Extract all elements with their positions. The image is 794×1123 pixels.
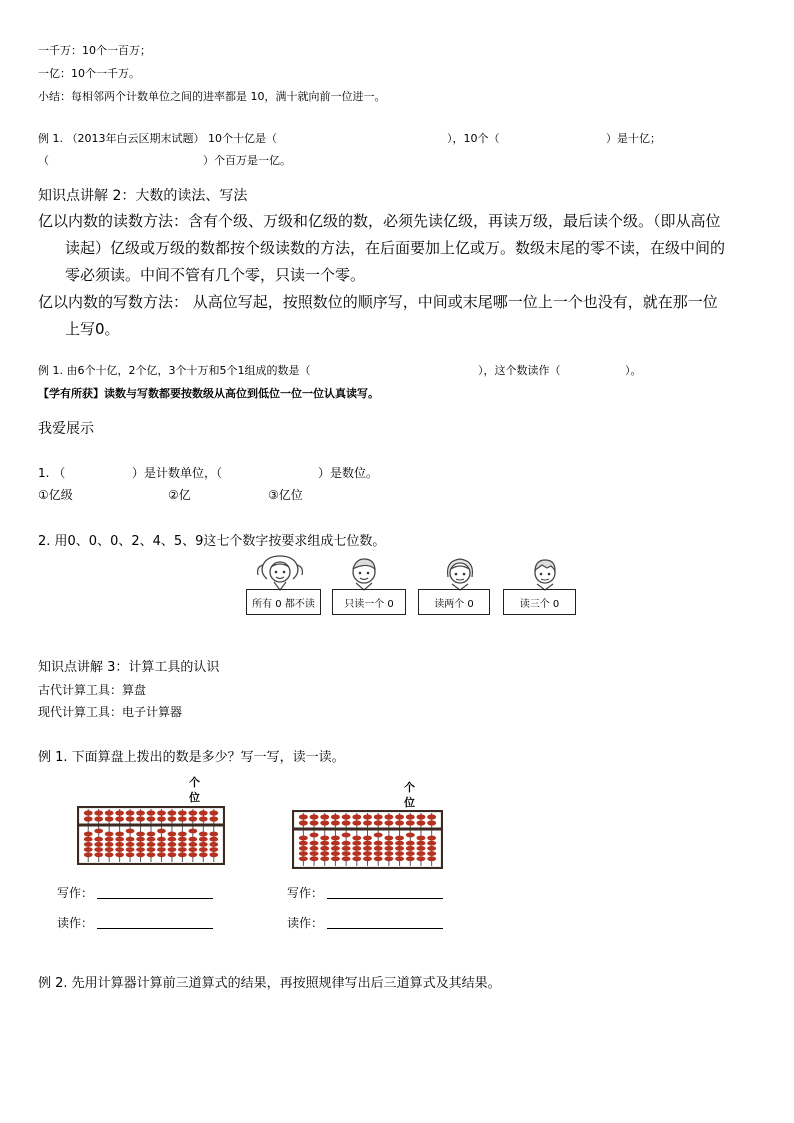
abacus-bead: [157, 847, 166, 852]
example-1-part-c: ）是十亿；: [606, 132, 661, 145]
abacus-bead: [136, 816, 145, 821]
example-2-part-c: ）。: [625, 364, 642, 377]
abacus-bead: [147, 810, 156, 815]
abacus-bead: [320, 820, 329, 825]
abacus-bead: [105, 847, 114, 852]
abacus-bead: [320, 851, 329, 856]
abacus-bead: [299, 856, 308, 861]
abacus-bead: [147, 847, 156, 852]
boy-face-2-icon: [525, 555, 565, 591]
abacus-bead: [299, 814, 308, 819]
abacus-bead: [310, 820, 319, 825]
abacus-1-read-label: 读作：: [57, 916, 94, 930]
abacus-bead: [168, 816, 177, 821]
abacus-bead: [395, 820, 404, 825]
abacus-bead: [384, 814, 393, 819]
abacus-bead: [395, 851, 404, 856]
abacus-bead: [427, 856, 436, 861]
abacus-bead: [427, 841, 436, 846]
abacus-bead: [126, 816, 135, 821]
example-1-part-b: ），10个（: [447, 132, 500, 145]
abacus-bead: [299, 846, 308, 851]
abacus-bead: [147, 832, 156, 837]
abacus-bead: [157, 852, 166, 857]
abacus-bead: [310, 851, 319, 856]
abacus-bead: [384, 836, 393, 841]
abacus-bead: [147, 852, 156, 857]
abacus-bead: [406, 820, 415, 825]
abacus-bead: [395, 836, 404, 841]
abacus-2-read-label: 读作：: [287, 916, 324, 930]
abacus-bead: [126, 810, 135, 815]
abacus-bead: [352, 856, 361, 861]
abacus-bead: [178, 837, 187, 842]
abacus-bead: [416, 856, 425, 861]
abacus-bead: [157, 810, 166, 815]
abacus-bead: [352, 851, 361, 856]
example-1-part-a: 例 1. （2013年白云区期末试题） 10个十亿是（: [38, 132, 277, 145]
abacus-bead: [147, 837, 156, 842]
abacus-1: [77, 806, 225, 865]
abacus-bead: [416, 846, 425, 851]
answer-card-none[interactable]: 所有 0 都不读: [246, 589, 321, 615]
abacus-bead: [320, 856, 329, 861]
option-3: ③亿位: [268, 488, 303, 502]
abacus-bead: [115, 816, 124, 821]
abacus-2-write-label: 写作：: [287, 886, 324, 900]
girl-short-hair-icon: [440, 555, 480, 591]
abacus-bead: [374, 851, 383, 856]
abacus-bead: [84, 837, 93, 842]
option-1: ①亿级: [38, 488, 73, 502]
abacus-bead: [352, 846, 361, 851]
abacus-bead: [384, 846, 393, 851]
abacus-bead: [320, 836, 329, 841]
boy-face-icon: [344, 555, 384, 591]
abacus-bead: [136, 852, 145, 857]
abacus-bead: [94, 816, 103, 821]
abacus-bead: [157, 837, 166, 842]
abacus-1-place-label: 位: [189, 791, 200, 804]
abacus-bead: [363, 856, 372, 861]
abacus-bead: [320, 846, 329, 851]
intro-line-1: 一千万：10个一百万；: [38, 44, 151, 57]
abacus-bead: [395, 814, 404, 819]
abacus-bead: [363, 846, 372, 851]
abacus-bead: [299, 836, 308, 841]
abacus-bead: [105, 816, 114, 821]
abacus-bead: [136, 837, 145, 842]
abacus-bead: [331, 841, 340, 846]
abacus-bead: [384, 820, 393, 825]
abacus-bead: [299, 820, 308, 825]
abacus-bead: [331, 836, 340, 841]
abacus-bead: [374, 833, 383, 838]
abacus-bead: [374, 841, 383, 846]
abacus-bead: [188, 810, 197, 815]
abacus-bead: [157, 842, 166, 847]
show-title: 我爱展示: [38, 421, 94, 437]
kp2-read-rule-3: 零必须读。中间不管有几个零，只读一个零。: [65, 266, 366, 284]
kp2-write-rule-1: 亿以内数的写数方法： 从高位写起，按照数位的顺序写，中间或末尾哪一位上一个也没有，就在那一位: [38, 293, 718, 311]
abacus-bead: [188, 837, 197, 842]
abacus-2: [292, 810, 443, 869]
abacus-1-write-label: 写作：: [57, 886, 94, 900]
abacus-bead: [168, 832, 177, 837]
abacus-bead: [168, 837, 177, 842]
ancient-tool: 古代计算工具：算盘: [38, 683, 147, 697]
abacus-bead: [94, 847, 103, 852]
abacus-bead: [352, 814, 361, 819]
abacus-bead: [178, 810, 187, 815]
abacus-bead: [105, 837, 114, 842]
abacus-2-place-label: 位: [404, 796, 415, 809]
abacus-bead: [209, 852, 218, 857]
abacus-bead: [136, 832, 145, 837]
abacus-bead: [427, 846, 436, 851]
abacus-bead: [199, 847, 208, 852]
abacus-bead: [105, 832, 114, 837]
abacus-bead: [374, 820, 383, 825]
abacus-bead: [136, 810, 145, 815]
abacus-bead: [178, 832, 187, 837]
abacus-bead: [94, 829, 103, 834]
abacus-bead: [199, 842, 208, 847]
abacus-bead: [342, 833, 351, 838]
kp3-title: 知识点讲解 3：计算工具的认识: [38, 660, 220, 675]
abacus-bead: [84, 810, 93, 815]
abacus-bead: [199, 852, 208, 857]
abacus-bead: [209, 810, 218, 815]
abacus-bead: [84, 852, 93, 857]
abacus-bead: [178, 852, 187, 857]
answer-card-one[interactable]: 只读一个 0: [332, 589, 406, 615]
abacus-bead: [331, 814, 340, 819]
question-1-part-a: 1. （: [38, 466, 66, 480]
abacus-bead: [363, 851, 372, 856]
abacus-bead: [115, 832, 124, 837]
learning-tip: 【学有所获】读数与写数都要按数级从高位到低位一位一位认真读写。: [38, 387, 379, 400]
abacus-bead: [352, 841, 361, 846]
summary-line: 小结：每相邻两个计数单位之间的进率都是 10，满十就向前一位进一。: [38, 90, 386, 103]
abacus-bead: [199, 832, 208, 837]
abacus-bead: [209, 832, 218, 837]
abacus-bead: [126, 852, 135, 857]
abacus-bead: [84, 816, 93, 821]
question-2: 2. 用0、0、0、2、4、5、9这七个数字按要求组成七位数。: [38, 534, 386, 549]
abacus-bead: [406, 833, 415, 838]
abacus-bead: [310, 833, 319, 838]
abacus-bead: [84, 832, 93, 837]
abacus-bead: [331, 856, 340, 861]
abacus-bead: [94, 852, 103, 857]
abacus-bead: [209, 847, 218, 852]
abacus-bead: [115, 842, 124, 847]
abacus-bead: [209, 842, 218, 847]
abacus-bead: [342, 846, 351, 851]
abacus-bead: [199, 810, 208, 815]
abacus-bead: [374, 846, 383, 851]
abacus-bead: [427, 851, 436, 856]
kp2-read-rule-1: 亿以内数的读数方法：含有个级、万级和亿级的数，必须先读亿级，再读万级，最后读个级。（即从高位: [38, 212, 721, 230]
abacus-1-read-blank[interactable]: [97, 928, 213, 929]
abacus-bead: [199, 837, 208, 842]
abacus-bead: [310, 856, 319, 861]
abacus-bead: [352, 836, 361, 841]
abacus-bead: [406, 846, 415, 851]
abacus-bead: [209, 837, 218, 842]
abacus-bead: [115, 810, 124, 815]
abacus-bead: [178, 816, 187, 821]
abacus-bead: [406, 814, 415, 819]
abacus-bead: [147, 842, 156, 847]
abacus-bead: [427, 814, 436, 819]
calculator-question: 例 2. 先用计算器计算前三道算式的结果，再按照规律写出后三道算式及其结果。: [38, 976, 501, 991]
abacus-bead: [94, 842, 103, 847]
abacus-bead: [157, 829, 166, 834]
abacus-bead: [94, 837, 103, 842]
abacus-bead: [126, 829, 135, 834]
abacus-bead: [199, 816, 208, 821]
abacus-bead: [126, 842, 135, 847]
abacus-bead: [209, 816, 218, 821]
option-2: ②亿: [168, 488, 191, 502]
abacus-bead: [363, 841, 372, 846]
kp2-read-rule-2: 读起）亿级或万级的数都按个级读数的方法，在后面要加上亿或万。数级末尾的零不读，在级中间的: [65, 239, 726, 257]
abacus-bead: [136, 847, 145, 852]
abacus-bead: [416, 814, 425, 819]
abacus-bead: [363, 820, 372, 825]
abacus-bead: [384, 856, 393, 861]
example-2-part-b: ），这个数读作（: [478, 364, 561, 377]
abacus-bead: [352, 820, 361, 825]
abacus-bead: [416, 820, 425, 825]
abacus-bead: [115, 837, 124, 842]
example-1-part-e: ）个百万是一亿。: [203, 154, 291, 167]
abacus-bead: [168, 847, 177, 852]
abacus-bead: [374, 856, 383, 861]
abacus-bead: [320, 814, 329, 819]
abacus-bead: [395, 841, 404, 846]
abacus-bead: [147, 816, 156, 821]
abacus-bead: [416, 851, 425, 856]
abacus-bead: [406, 856, 415, 861]
abacus-bead: [178, 847, 187, 852]
abacus-bead: [395, 846, 404, 851]
abacus-question: 例 1. 下面算盘上拨出的数是多少？写一写，读一读。: [38, 750, 345, 765]
abacus-bead: [188, 816, 197, 821]
abacus-bead: [427, 820, 436, 825]
abacus-bead: [342, 841, 351, 846]
abacus-bead: [126, 837, 135, 842]
abacus-bead: [299, 851, 308, 856]
abacus-bead: [331, 846, 340, 851]
abacus-bead: [416, 836, 425, 841]
intro-line-2: 一亿：10个一千万。: [38, 67, 140, 80]
abacus-bead: [84, 847, 93, 852]
abacus-bead: [115, 852, 124, 857]
abacus-bead: [115, 847, 124, 852]
abacus-bead: [342, 856, 351, 861]
abacus-1-write-blank[interactable]: [97, 898, 213, 899]
abacus-bead: [331, 851, 340, 856]
abacus-bead: [384, 841, 393, 846]
abacus-bead: [363, 836, 372, 841]
abacus-bead: [168, 810, 177, 815]
abacus-2-read-blank[interactable]: [327, 928, 443, 929]
abacus-1-unit-label: 个: [189, 776, 200, 789]
abacus-bead: [310, 846, 319, 851]
abacus-bead: [416, 841, 425, 846]
modern-tool: 现代计算工具：电子计算器: [38, 705, 183, 719]
abacus-bead: [331, 820, 340, 825]
abacus-bead: [168, 842, 177, 847]
example-2-part-a: 例 1. 由6个十亿，2个亿，3个十万和5个1组成的数是（: [38, 364, 311, 377]
abacus-bead: [105, 842, 114, 847]
abacus-bead: [384, 851, 393, 856]
abacus-bead: [188, 852, 197, 857]
abacus-bead: [188, 847, 197, 852]
abacus-bead: [342, 820, 351, 825]
kp2-title: 知识点讲解 2：大数的读法、写法: [38, 188, 248, 204]
abacus-bead: [427, 836, 436, 841]
abacus-bead: [406, 851, 415, 856]
abacus-bead: [310, 841, 319, 846]
abacus-bead: [310, 814, 319, 819]
abacus-bead: [406, 841, 415, 846]
question-1-part-b: ）是计数单位，（: [132, 466, 223, 480]
abacus-bead: [105, 852, 114, 857]
example-1-part-d: （: [38, 154, 49, 167]
question-1-part-c: ）是数位。: [318, 466, 379, 480]
abacus-2-write-blank[interactable]: [327, 898, 443, 899]
abacus-bead: [363, 814, 372, 819]
abacus-bead: [168, 852, 177, 857]
abacus-bead: [94, 810, 103, 815]
abacus-bead: [126, 847, 135, 852]
abacus-2-unit-label: 个: [404, 781, 415, 794]
girl-face-icon: [254, 553, 306, 591]
kp2-write-rule-2: 上写0。: [65, 320, 120, 338]
abacus-bead: [320, 841, 329, 846]
abacus-bead: [395, 856, 404, 861]
abacus-bead: [136, 842, 145, 847]
abacus-bead: [188, 842, 197, 847]
abacus-bead: [105, 810, 114, 815]
abacus-bead: [299, 841, 308, 846]
abacus-bead: [188, 829, 197, 834]
abacus-bead: [84, 842, 93, 847]
abacus-bead: [374, 814, 383, 819]
abacus-bead: [157, 816, 166, 821]
answer-card-two[interactable]: 读两个 0: [418, 589, 490, 615]
abacus-bead: [342, 851, 351, 856]
answer-card-three[interactable]: 读三个 0: [503, 589, 576, 615]
abacus-bead: [342, 814, 351, 819]
abacus-bead: [178, 842, 187, 847]
